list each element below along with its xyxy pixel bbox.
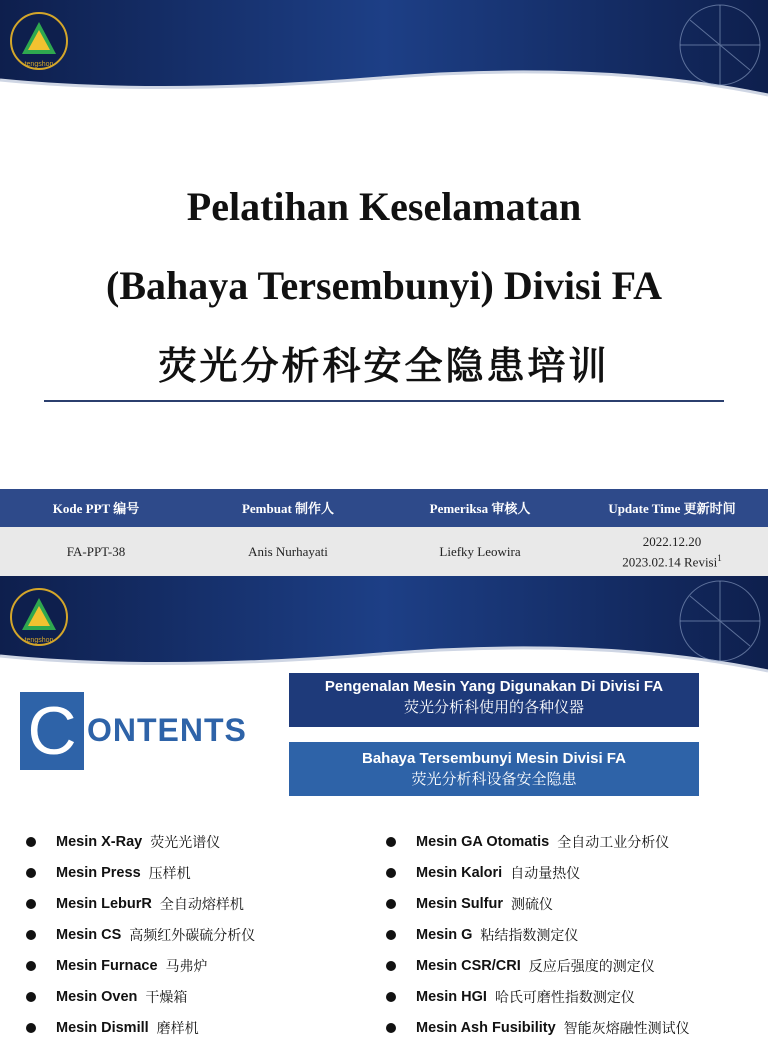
list-item: [386, 950, 690, 981]
bullet-icon: [386, 930, 396, 940]
item-name: Mesin Sulfur: [416, 895, 504, 912]
bullet-icon: [26, 868, 36, 878]
contents-slide: [0, 576, 768, 1037]
header-pembuat: Pembuat 制作人: [241, 500, 335, 516]
title-line-3-chinese: 荧光分析科安全隐患培训: [158, 343, 610, 388]
item-name: Mesin X-Ray: [56, 833, 143, 850]
box2-subtitle: 荧光分析科设备安全隐患: [411, 770, 577, 788]
header-banner: [0, 576, 768, 676]
item-name: Mesin Furnace: [56, 957, 158, 974]
cell-update-time: [576, 527, 768, 576]
item-name: Mesin Oven: [56, 988, 138, 1005]
table-row: [0, 527, 768, 576]
item-name-chinese: 磨样机: [156, 1020, 199, 1037]
bullet-icon: [26, 992, 36, 1002]
list-item: [26, 1012, 255, 1043]
item-name: Mesin LeburR: [56, 895, 152, 912]
list-item: [386, 919, 690, 950]
update-date-1: 2022.12.20: [642, 533, 702, 549]
item-name: Mesin CS: [56, 926, 122, 943]
list-item: [386, 857, 690, 888]
bullet-icon: [26, 899, 36, 909]
item-name-chinese: 荧光光谱仪: [150, 834, 221, 851]
section-box-hazards: [289, 742, 699, 796]
list-item: [26, 919, 255, 950]
item-name: Mesin Press: [56, 864, 141, 881]
machine-list-right: [386, 826, 690, 1043]
list-item: [26, 857, 255, 888]
box1-title: Pengenalan Mesin Yang Digunakan Di Divisi FA: [324, 678, 664, 695]
item-name-chinese: 干燥箱: [145, 989, 188, 1006]
bullet-icon: [386, 992, 396, 1002]
bullet-icon: [26, 930, 36, 940]
bullet-icon: [386, 899, 396, 909]
machine-list-left: [26, 826, 255, 1043]
header-banner: [0, 0, 768, 100]
document-info-table: [0, 489, 768, 576]
header-pemeriksa: Pemeriksa 审核人: [429, 500, 531, 516]
header-update-time: Update Time 更新时间: [608, 500, 736, 516]
item-name: Mesin G: [416, 926, 473, 943]
cell-kode: FA-PPT-38: [66, 544, 126, 559]
item-name: Mesin Kalori: [416, 864, 503, 881]
company-logo: [8, 10, 70, 72]
cell-pembuat: Anis Nurhayati: [248, 544, 328, 559]
revision-superscript: 1: [717, 552, 722, 563]
box1-subtitle: 荧光分析科使用的各种仪器: [403, 698, 584, 716]
contents-heading: ONTENTS: [87, 712, 247, 748]
svg-text:tengshon: tengshon: [24, 637, 54, 644]
item-name: Mesin Ash Fusibility: [416, 1019, 556, 1036]
title-divider: [44, 400, 724, 402]
section-box-introduction: [289, 673, 699, 727]
bullet-icon: [26, 961, 36, 971]
list-item: [26, 826, 255, 857]
cell-pemeriksa: Liefky Leowira: [439, 544, 521, 559]
list-item: [26, 950, 255, 981]
box2-title: Bahaya Tersembunyi Mesin Divisi FA: [362, 750, 626, 767]
company-logo: [8, 586, 70, 648]
list-item: [26, 981, 255, 1012]
item-name: Mesin GA Otomatis: [416, 833, 550, 850]
list-item: [386, 826, 690, 857]
bullet-icon: [386, 868, 396, 878]
list-item: [386, 1012, 690, 1043]
table-header-row: [0, 489, 768, 527]
svg-text:tengshon: tengshon: [24, 61, 54, 68]
item-name-chinese: 马弗炉: [165, 958, 208, 975]
item-name-chinese: 测硫仪: [511, 896, 554, 913]
bullet-icon: [386, 961, 396, 971]
item-name-chinese: 粘结指数测定仪: [480, 927, 579, 944]
item-name-chinese: 压样机: [148, 865, 191, 882]
item-name-chinese: 哈氏可磨性指数测定仪: [494, 989, 635, 1006]
list-item: [386, 981, 690, 1012]
item-name: Mesin Dismill: [56, 1019, 149, 1036]
title-line-2: (Bahaya Tersembunyi) Divisi FA: [106, 263, 662, 308]
bullet-icon: [26, 837, 36, 847]
bullet-icon: [26, 1023, 36, 1033]
contents-letter-block: C: [20, 692, 84, 770]
bullet-icon: [386, 1023, 396, 1033]
item-name-chinese: 全自动熔样机: [159, 896, 244, 913]
list-item: [386, 888, 690, 919]
item-name: Mesin HGI: [416, 988, 487, 1005]
item-name-chinese: 自动量热仪: [510, 865, 581, 882]
title-line-1: Pelatihan Keselamatan: [186, 184, 582, 229]
update-date-2: [622, 550, 721, 570]
item-name-chinese: 高频红外碳硫分析仪: [129, 927, 256, 944]
list-item: [26, 888, 255, 919]
item-name-chinese: 智能灰熔融性测试仪: [563, 1020, 690, 1037]
item-name-chinese: 全自动工业分析仪: [557, 834, 670, 851]
item-name-chinese: 反应后强度的测定仪: [528, 958, 655, 975]
header-kode: Kode PPT 编号: [52, 500, 140, 516]
update-date-2-text: 2023.02.14 Revisi: [622, 554, 718, 570]
bullet-icon: [386, 837, 396, 847]
item-name: Mesin CSR/CRI: [416, 957, 521, 974]
